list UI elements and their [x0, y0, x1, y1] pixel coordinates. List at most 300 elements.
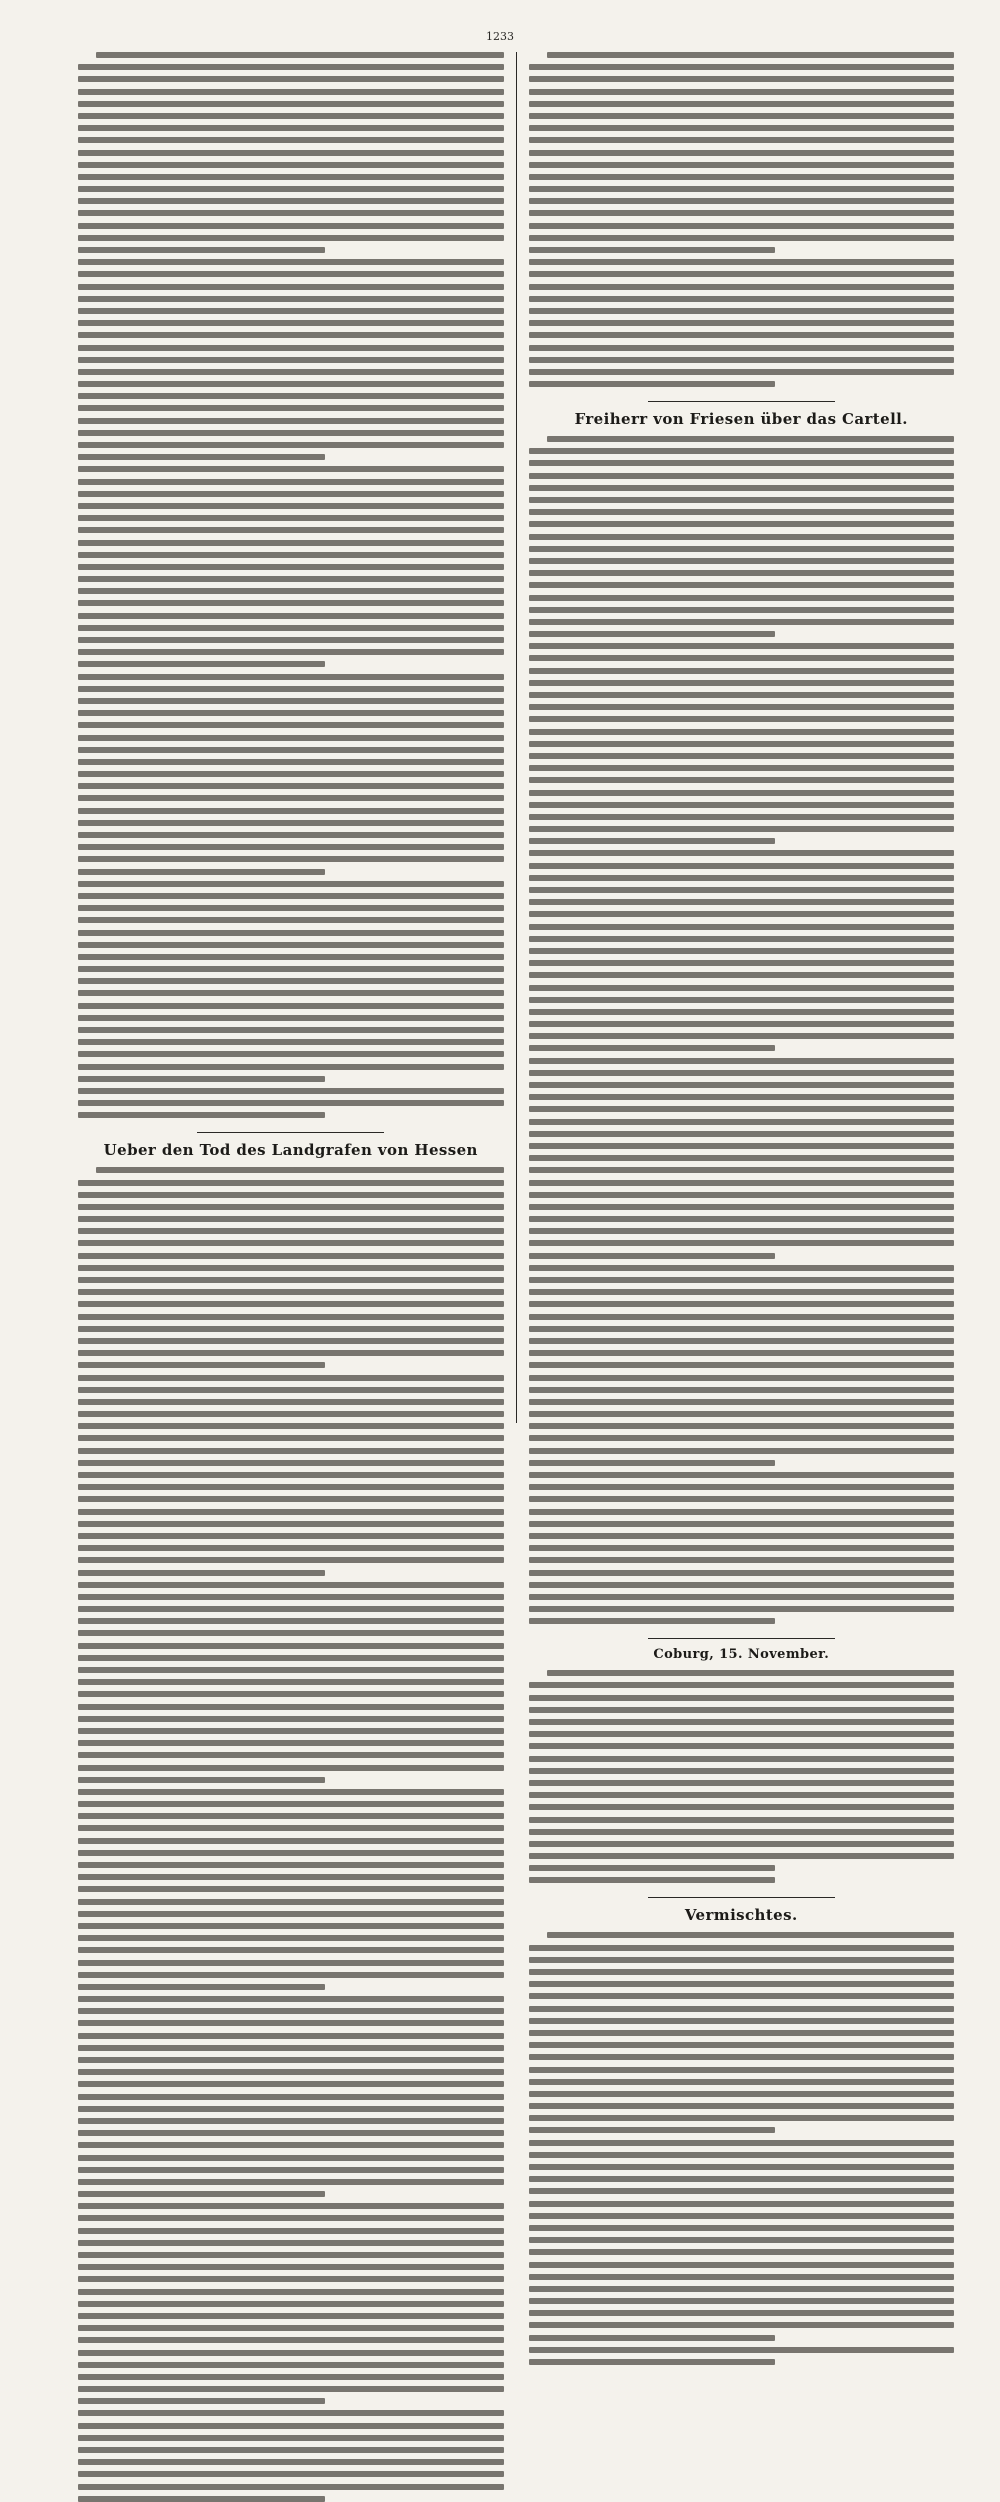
- text-lines: [529, 1932, 955, 2365]
- separator-rule: [197, 1132, 384, 1133]
- text-line: [78, 1570, 325, 1576]
- text-line: [529, 655, 955, 661]
- text-line: [78, 491, 504, 497]
- text-line: [78, 2228, 504, 2234]
- text-line: [529, 381, 776, 387]
- text-line: [529, 1582, 955, 1588]
- text-line: [529, 1058, 955, 1064]
- page-columns: [78, 52, 954, 1925]
- text-line: [529, 1695, 955, 1701]
- text-line: [529, 76, 955, 82]
- text-line: [529, 137, 955, 143]
- text-line: [529, 1180, 955, 1186]
- text-line: [529, 1570, 955, 1576]
- text-line: [529, 2298, 955, 2304]
- text-line: [78, 2142, 504, 2148]
- text-line: [78, 1667, 504, 1673]
- text-line: [529, 1033, 955, 1039]
- text-line: [78, 2374, 504, 2380]
- text-line: [529, 838, 776, 844]
- text-line: [78, 759, 504, 765]
- text-line: [529, 997, 955, 1003]
- right-column: [521, 52, 955, 1925]
- text-line: [78, 1801, 504, 1807]
- text-line: [529, 235, 955, 241]
- text-line: [529, 534, 955, 540]
- text-line: [529, 668, 955, 674]
- text-line: [78, 808, 504, 814]
- text-line: [78, 1338, 504, 1344]
- text-line: [78, 259, 504, 265]
- text-line: [529, 1423, 955, 1429]
- text-line: [529, 985, 955, 991]
- text-line: [529, 1472, 955, 1478]
- text-line: [78, 1777, 325, 1783]
- text-line: [529, 174, 955, 180]
- text-line: [78, 1899, 504, 1905]
- article-heading: Vermischtes.: [684, 1906, 798, 1925]
- text-line: [529, 497, 955, 503]
- text-line: [78, 162, 504, 168]
- text-line: [78, 2325, 504, 2331]
- text-line: [529, 924, 955, 930]
- text-line: [529, 1289, 955, 1295]
- text-line: [78, 1886, 504, 1892]
- article-vermischtes: [529, 1897, 955, 2365]
- text-line: [529, 1545, 955, 1551]
- text-line: [529, 2042, 955, 2048]
- text-line: [529, 1119, 955, 1125]
- text-line: [78, 1350, 504, 1356]
- text-line: [529, 716, 955, 722]
- text-line: [529, 1594, 955, 1600]
- text-line: [78, 454, 325, 460]
- article-heading: Coburg, 15. November.: [653, 1647, 830, 1663]
- text-line: [529, 2237, 955, 2243]
- text-line: [529, 162, 955, 168]
- text-line: [78, 1691, 504, 1697]
- text-line: [78, 1411, 504, 1417]
- text-line: [529, 1045, 776, 1051]
- text-line: [529, 2322, 955, 2328]
- text-line: [78, 1088, 504, 1094]
- text-line: [78, 2350, 504, 2356]
- text-line: [78, 1630, 504, 1636]
- text-line: [78, 2252, 504, 2258]
- text-line: [78, 1204, 504, 1210]
- text-line: [529, 1399, 955, 1405]
- text-line: [529, 1338, 955, 1344]
- text-line: [529, 1509, 955, 1515]
- text-line: [78, 1960, 504, 1966]
- article-continuation-right: [529, 52, 955, 387]
- text-line: [529, 1484, 955, 1490]
- text-line: [529, 2310, 955, 2316]
- text-line: [96, 1167, 504, 1173]
- text-line: [78, 1862, 504, 1868]
- text-line: [78, 1838, 504, 1844]
- text-line: [529, 607, 955, 613]
- text-line: [78, 137, 504, 143]
- text-line: [78, 2094, 504, 2100]
- text-line: [78, 2215, 504, 2221]
- text-line: [529, 1731, 955, 1737]
- text-line: [78, 1618, 504, 1624]
- text-line: [78, 2289, 504, 2295]
- text-line: [529, 308, 955, 314]
- text-line: [529, 1301, 955, 1307]
- text-line: [529, 1533, 955, 1539]
- text-line: [529, 729, 955, 735]
- text-line: [78, 2447, 504, 2453]
- text-line: [78, 2155, 504, 2161]
- text-line: [78, 2471, 504, 2477]
- text-line: [78, 1301, 504, 1307]
- text-lines: [529, 1670, 955, 1883]
- separator-rule: [648, 1897, 835, 1898]
- text-line: [529, 863, 955, 869]
- text-line: [529, 357, 955, 363]
- text-line: [78, 2130, 504, 2136]
- text-line: [529, 1756, 955, 1762]
- text-line: [78, 710, 504, 716]
- text-line: [529, 1155, 955, 1161]
- text-line: [78, 735, 504, 741]
- text-line: [529, 1496, 955, 1502]
- text-line: [547, 1670, 955, 1676]
- text-line: [547, 52, 955, 58]
- text-line: [78, 1362, 325, 1368]
- text-line: [78, 2081, 504, 2087]
- text-line: [78, 76, 504, 82]
- text-line: [78, 1472, 504, 1478]
- text-line: [78, 1557, 504, 1563]
- text-line: [529, 741, 955, 747]
- text-line: [78, 2398, 325, 2404]
- text-line: [78, 1655, 504, 1661]
- text-line: [78, 1643, 504, 1649]
- text-line: [529, 1387, 955, 1393]
- text-line: [78, 1484, 504, 1490]
- text-line: [529, 2018, 955, 2024]
- text-line: [529, 2176, 955, 2182]
- article-coburg: [529, 1638, 955, 1883]
- text-line: [529, 2115, 955, 2121]
- text-line: [529, 692, 955, 698]
- text-line: [529, 850, 955, 856]
- text-line: [78, 1375, 504, 1381]
- text-line: [78, 1027, 504, 1033]
- text-line: [529, 1618, 776, 1624]
- text-line: [529, 223, 955, 229]
- text-line: [529, 1841, 955, 1847]
- text-line: [529, 972, 955, 978]
- text-line: [78, 1521, 504, 1527]
- text-line: [78, 1716, 504, 1722]
- text-line: [529, 790, 955, 796]
- text-line: [529, 1204, 955, 1210]
- text-lines: [529, 436, 955, 1624]
- text-line: [78, 552, 504, 558]
- text-line: [529, 1192, 955, 1198]
- text-line: [78, 637, 504, 643]
- text-line: [96, 52, 504, 58]
- text-line: [529, 680, 955, 686]
- text-line: [78, 125, 504, 131]
- text-line: [78, 1752, 504, 1758]
- text-line: [78, 795, 504, 801]
- text-line: [529, 1707, 955, 1713]
- text-line: [78, 1240, 504, 1246]
- text-line: [529, 1216, 955, 1222]
- separator-rule: [648, 1638, 835, 1639]
- text-line: [529, 777, 955, 783]
- text-line: [78, 2069, 504, 2075]
- text-line: [529, 1411, 955, 1417]
- text-line: [78, 1216, 504, 1222]
- text-line: [78, 210, 504, 216]
- text-line: [78, 844, 504, 850]
- text-line: [529, 2213, 955, 2219]
- text-line: [529, 2127, 776, 2133]
- text-line: [529, 2006, 955, 2012]
- text-line: [529, 186, 955, 192]
- text-line: [78, 1326, 504, 1332]
- text-line: [78, 2484, 504, 2490]
- text-line: [78, 1679, 504, 1685]
- text-line: [78, 2313, 504, 2319]
- text-line: [78, 771, 504, 777]
- text-line: [78, 747, 504, 753]
- text-line: [78, 2264, 504, 2270]
- text-line: [78, 2410, 504, 2416]
- text-line: [78, 564, 504, 570]
- text-line: [78, 113, 504, 119]
- text-line: [78, 2240, 504, 2246]
- text-line: [529, 1521, 955, 1527]
- text-line: [78, 1051, 504, 1057]
- text-line: [529, 284, 955, 290]
- text-line: [529, 1877, 776, 1883]
- text-line: [529, 2347, 955, 2353]
- text-line: [78, 64, 504, 70]
- text-line: [78, 430, 504, 436]
- text-line: [529, 595, 955, 601]
- text-line: [529, 558, 955, 564]
- text-line: [78, 625, 504, 631]
- text-line: [78, 381, 504, 387]
- text-line: [78, 174, 504, 180]
- text-line: [78, 1874, 504, 1880]
- text-line: [78, 1509, 504, 1515]
- text-line: [78, 686, 504, 692]
- text-line: [529, 960, 955, 966]
- text-line: [78, 1039, 504, 1045]
- text-line: [529, 1314, 955, 1320]
- text-line: [78, 954, 504, 960]
- text-line: [78, 89, 504, 95]
- text-line: [529, 1829, 955, 1835]
- text-line: [529, 631, 776, 637]
- text-line: [78, 722, 504, 728]
- text-line: [78, 2191, 325, 2197]
- text-line: [529, 1606, 955, 1612]
- text-line: [78, 1765, 504, 1771]
- page-number: 1233: [486, 30, 514, 43]
- text-line: [78, 905, 504, 911]
- text-line: [529, 1460, 776, 1466]
- text-line: [78, 674, 504, 680]
- text-line: [529, 887, 955, 893]
- text-line: [78, 613, 504, 619]
- text-line: [529, 2091, 955, 2097]
- text-line: [529, 332, 955, 338]
- text-line: [529, 2262, 955, 2268]
- text-line: [78, 820, 504, 826]
- text-line: [78, 503, 504, 509]
- text-line: [78, 2203, 504, 2209]
- text-line: [529, 259, 955, 265]
- article-continuation-left: [78, 52, 504, 1118]
- text-line: [529, 765, 955, 771]
- text-line: [529, 1326, 955, 1332]
- text-line: [529, 911, 955, 917]
- text-line: [78, 832, 504, 838]
- text-line: [78, 1545, 504, 1551]
- text-line: [529, 1362, 955, 1368]
- text-line: [78, 296, 504, 302]
- separator-rule: [648, 401, 835, 402]
- text-line: [529, 296, 955, 302]
- text-line: [78, 1076, 325, 1082]
- text-line: [78, 466, 504, 472]
- text-line: [529, 64, 955, 70]
- text-line: [78, 990, 504, 996]
- text-line: [78, 1112, 325, 1118]
- text-line: [529, 2335, 776, 2341]
- text-line: [529, 2103, 955, 2109]
- text-line: [529, 1435, 955, 1441]
- article-friesen: [529, 401, 955, 1624]
- text-line: [78, 1923, 504, 1929]
- text-line: [78, 515, 504, 521]
- text-line: [78, 2045, 504, 2051]
- text-line: [78, 1984, 325, 1990]
- text-line: [529, 210, 955, 216]
- text-line: [547, 436, 955, 442]
- text-line: [529, 1082, 955, 1088]
- text-line: [529, 1945, 955, 1951]
- text-line: [529, 1957, 955, 1963]
- text-line: [529, 1143, 955, 1149]
- text-line: [78, 1064, 504, 1070]
- text-line: [78, 1935, 504, 1941]
- text-line: [529, 619, 955, 625]
- text-line: [78, 1496, 504, 1502]
- text-line: [529, 899, 955, 905]
- text-line: [78, 1435, 504, 1441]
- text-line: [529, 460, 955, 466]
- text-line: [78, 1265, 504, 1271]
- text-line: [529, 1792, 955, 1798]
- text-line: [78, 1423, 504, 1429]
- text-line: [78, 698, 504, 704]
- text-line: [529, 1557, 955, 1563]
- text-line: [529, 948, 955, 954]
- text-line: [529, 546, 955, 552]
- text-line: [529, 198, 955, 204]
- text-line: [78, 978, 504, 984]
- text-line: [78, 2435, 504, 2441]
- text-line: [78, 1582, 504, 1588]
- text-line: [78, 2496, 325, 2502]
- text-line: [78, 1192, 504, 1198]
- text-line: [529, 1743, 955, 1749]
- text-line: [78, 369, 504, 375]
- text-line: [529, 1981, 955, 1987]
- text-line: [529, 150, 955, 156]
- text-line: [78, 966, 504, 972]
- text-line: [78, 1314, 504, 1320]
- text-line: [78, 332, 504, 338]
- left-column: [78, 52, 512, 1423]
- column-rule: [516, 52, 517, 1423]
- text-line: [78, 2276, 504, 2282]
- text-line: [78, 588, 504, 594]
- text-line: [529, 1719, 955, 1725]
- text-line: [78, 1606, 504, 1612]
- text-lines: [78, 1167, 504, 2501]
- text-line: [78, 1003, 504, 1009]
- text-line: [78, 881, 504, 887]
- text-line: [529, 2286, 955, 2292]
- text-line: [78, 320, 504, 326]
- text-line: [78, 893, 504, 899]
- text-line: [78, 1911, 504, 1917]
- text-line: [529, 1853, 955, 1859]
- text-line: [529, 1131, 955, 1137]
- text-line: [529, 2274, 955, 2280]
- text-line: [78, 1825, 504, 1831]
- text-line: [78, 442, 504, 448]
- text-line: [78, 150, 504, 156]
- text-line: [78, 1594, 504, 1600]
- text-line: [78, 661, 325, 667]
- text-line: [529, 1094, 955, 1100]
- text-line: [78, 1253, 504, 1259]
- text-line: [78, 235, 504, 241]
- text-line: [529, 521, 955, 527]
- text-line: [78, 869, 325, 875]
- text-line: [78, 2020, 504, 2026]
- text-line: [529, 1768, 955, 1774]
- text-line: [78, 1972, 504, 1978]
- text-line: [78, 2008, 504, 2014]
- text-line: [529, 1350, 955, 1356]
- text-line: [529, 448, 955, 454]
- text-line: [78, 2459, 504, 2465]
- text-line: [78, 345, 504, 351]
- text-line: [529, 936, 955, 942]
- text-line: [78, 357, 504, 363]
- text-line: [78, 1533, 504, 1539]
- text-line: [529, 1682, 955, 1688]
- text-line: [78, 783, 504, 789]
- article-landgraf: [78, 1132, 504, 2501]
- text-line: [529, 369, 955, 375]
- text-line: [78, 2337, 504, 2343]
- text-line: [529, 1021, 955, 1027]
